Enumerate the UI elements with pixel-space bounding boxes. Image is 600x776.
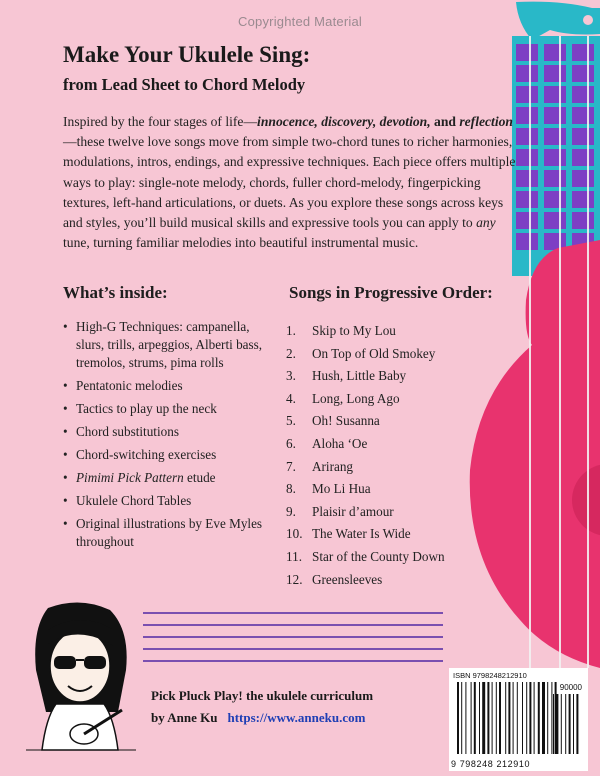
song-item: 3. Hush, Little Baby: [286, 368, 407, 384]
fret-square: [516, 44, 538, 61]
barcode-bar: [522, 682, 523, 754]
staff-line: [143, 636, 443, 638]
page-title: Make Your Ukulele Sing:: [63, 42, 311, 67]
barcode-bar: [542, 682, 545, 754]
fret-square: [572, 212, 594, 229]
author-name: by Anne Ku: [151, 710, 218, 725]
barcode-bar: [482, 682, 485, 754]
song-item: 7. Arirang: [286, 458, 354, 474]
staff-line: [143, 612, 443, 614]
barcode-bar: [492, 682, 493, 754]
copyright-watermark: Copyrighted Material: [238, 14, 362, 29]
whats-inside-list: [63, 318, 268, 556]
barcode-addon-bar: [556, 694, 558, 754]
author-caricature-icon: [18, 600, 143, 770]
list-item: • Chord substitutions: [63, 423, 268, 441]
series-title: Pick Pluck Play! the ukulele curriculum: [151, 688, 374, 703]
barcode-bar: [499, 682, 501, 754]
barcode-bar: [547, 682, 548, 754]
fret-square: [516, 65, 538, 82]
staff-line: [143, 648, 443, 650]
website-link[interactable]: https://www.anneku.com: [227, 710, 366, 725]
list-item: • Tactics to play up the neck: [63, 400, 268, 418]
barcode-bar: [505, 682, 506, 754]
song-item: 10. The Water Is Wide: [286, 526, 411, 542]
fret-square: [544, 107, 566, 124]
barcode-bar: [508, 682, 510, 754]
barcode-bar: [496, 682, 497, 754]
fret-square: [544, 170, 566, 187]
song-item: 6. Aloha ‘Oe: [286, 435, 368, 451]
fret-square: [572, 191, 594, 208]
barcode-bar: [474, 682, 476, 754]
barcode-bar: [471, 682, 472, 754]
fret-square: [516, 212, 538, 229]
barcode-bar: [526, 682, 527, 754]
barcode-bar: [461, 682, 462, 754]
fret-square: [516, 149, 538, 166]
fret-square: [544, 128, 566, 145]
price-code: 90000: [559, 683, 582, 692]
barcode-addon-bar: [573, 694, 574, 754]
songs-heading: Songs in Progressive Order:: [289, 283, 493, 302]
isbn-label: ISBN 9798248212910: [453, 671, 527, 680]
fret-square: [572, 149, 594, 166]
fret-square: [544, 191, 566, 208]
list-item: • Original illustrations by Eve Myles throughout: [63, 515, 268, 551]
fret-square: [572, 65, 594, 82]
barcode-bar: [479, 682, 480, 754]
barcode-addon-bar: [553, 694, 554, 754]
barcode-bar: [555, 682, 557, 754]
song-item: 1. Skip to My Lou: [286, 323, 396, 338]
fret-square: [544, 44, 566, 61]
song-item: 2. On Top of Old Smokey: [286, 345, 436, 361]
barcode-bar: [457, 682, 459, 754]
song-item: 8. Mo Li Hua: [286, 481, 371, 497]
intro-paragraph: Inspired by the four stages of life—innocence, discovery, devotion, and reflection—these twelve love songs move from simple two-chord tunes to richer harmonies, modulations, intros, endings, and expressive techniques. Each piece offers multiple ways to play: single-note melody, chords, fuller chord-melody, fingerpicking textures, left-hand articulations, or duets. As you explore these songs across keys and styles, you’ll build musical skills and expressive tools you can apply to any tune, turning familiar melodies into beautiful instrumental music.: [63, 114, 516, 251]
barcode-bar: [513, 682, 514, 754]
barcode-addon-bar: [569, 694, 571, 754]
fret-square: [544, 149, 566, 166]
fret-square: [572, 107, 594, 124]
fret-square: [572, 44, 594, 61]
songs-list: [286, 320, 486, 591]
page-subtitle: from Lead Sheet to Chord Melody: [63, 75, 306, 94]
fret-square: [516, 86, 538, 103]
barcode-bar: [487, 682, 489, 754]
fret-square: [544, 212, 566, 229]
song-item: 5. Oh! Susanna: [286, 413, 380, 429]
staff-line: [143, 624, 443, 626]
list-item: • Chord-switching exercises: [63, 446, 268, 464]
song-item: 12. Greensleeves: [286, 571, 383, 587]
fret-square: [572, 128, 594, 145]
fret-square: [544, 65, 566, 82]
barcode-bar: [551, 682, 552, 754]
whats-inside-heading: What’s inside:: [63, 283, 168, 302]
song-item: 11. Star of the County Down: [286, 548, 445, 564]
barcode-bars-icon: [449, 668, 588, 771]
barcode-digits: 9 798248 212910: [451, 759, 531, 769]
song-item: 9. Plaisir d’amour: [286, 503, 394, 519]
list-item: • High-G Techniques: campanella, slurs, trills, arpeggios, Alberti bass, tremolos, strums, pima rolls: [63, 318, 268, 372]
fret-square: [572, 86, 594, 103]
fret-square: [544, 86, 566, 103]
barcode-bar: [534, 682, 535, 754]
fret-square: [516, 128, 538, 145]
fret-square: [572, 170, 594, 187]
list-item: • Ukulele Chord Tables: [63, 492, 268, 510]
music-staff-lines: [143, 612, 443, 672]
barcode-bar: [465, 682, 466, 754]
author-line: [151, 710, 365, 726]
fret-square: [516, 191, 538, 208]
barcode-addon-bar: [565, 694, 566, 754]
list-item: • Pentatonic melodies: [63, 377, 268, 395]
barcode-addon-bar: [561, 694, 562, 754]
isbn-barcode: [449, 668, 588, 771]
fret-square: [516, 170, 538, 187]
fret-square: [516, 233, 538, 250]
song-item: 4. Long, Long Ago: [286, 390, 400, 406]
barcode-bar: [517, 682, 518, 754]
staff-line: [143, 660, 443, 662]
barcode-bar: [529, 682, 531, 754]
barcode-bar: [538, 682, 540, 754]
fret-square: [516, 107, 538, 124]
barcode-addon-bar: [576, 694, 578, 754]
list-item: • Pimimi Pick Pattern etude: [63, 469, 268, 487]
